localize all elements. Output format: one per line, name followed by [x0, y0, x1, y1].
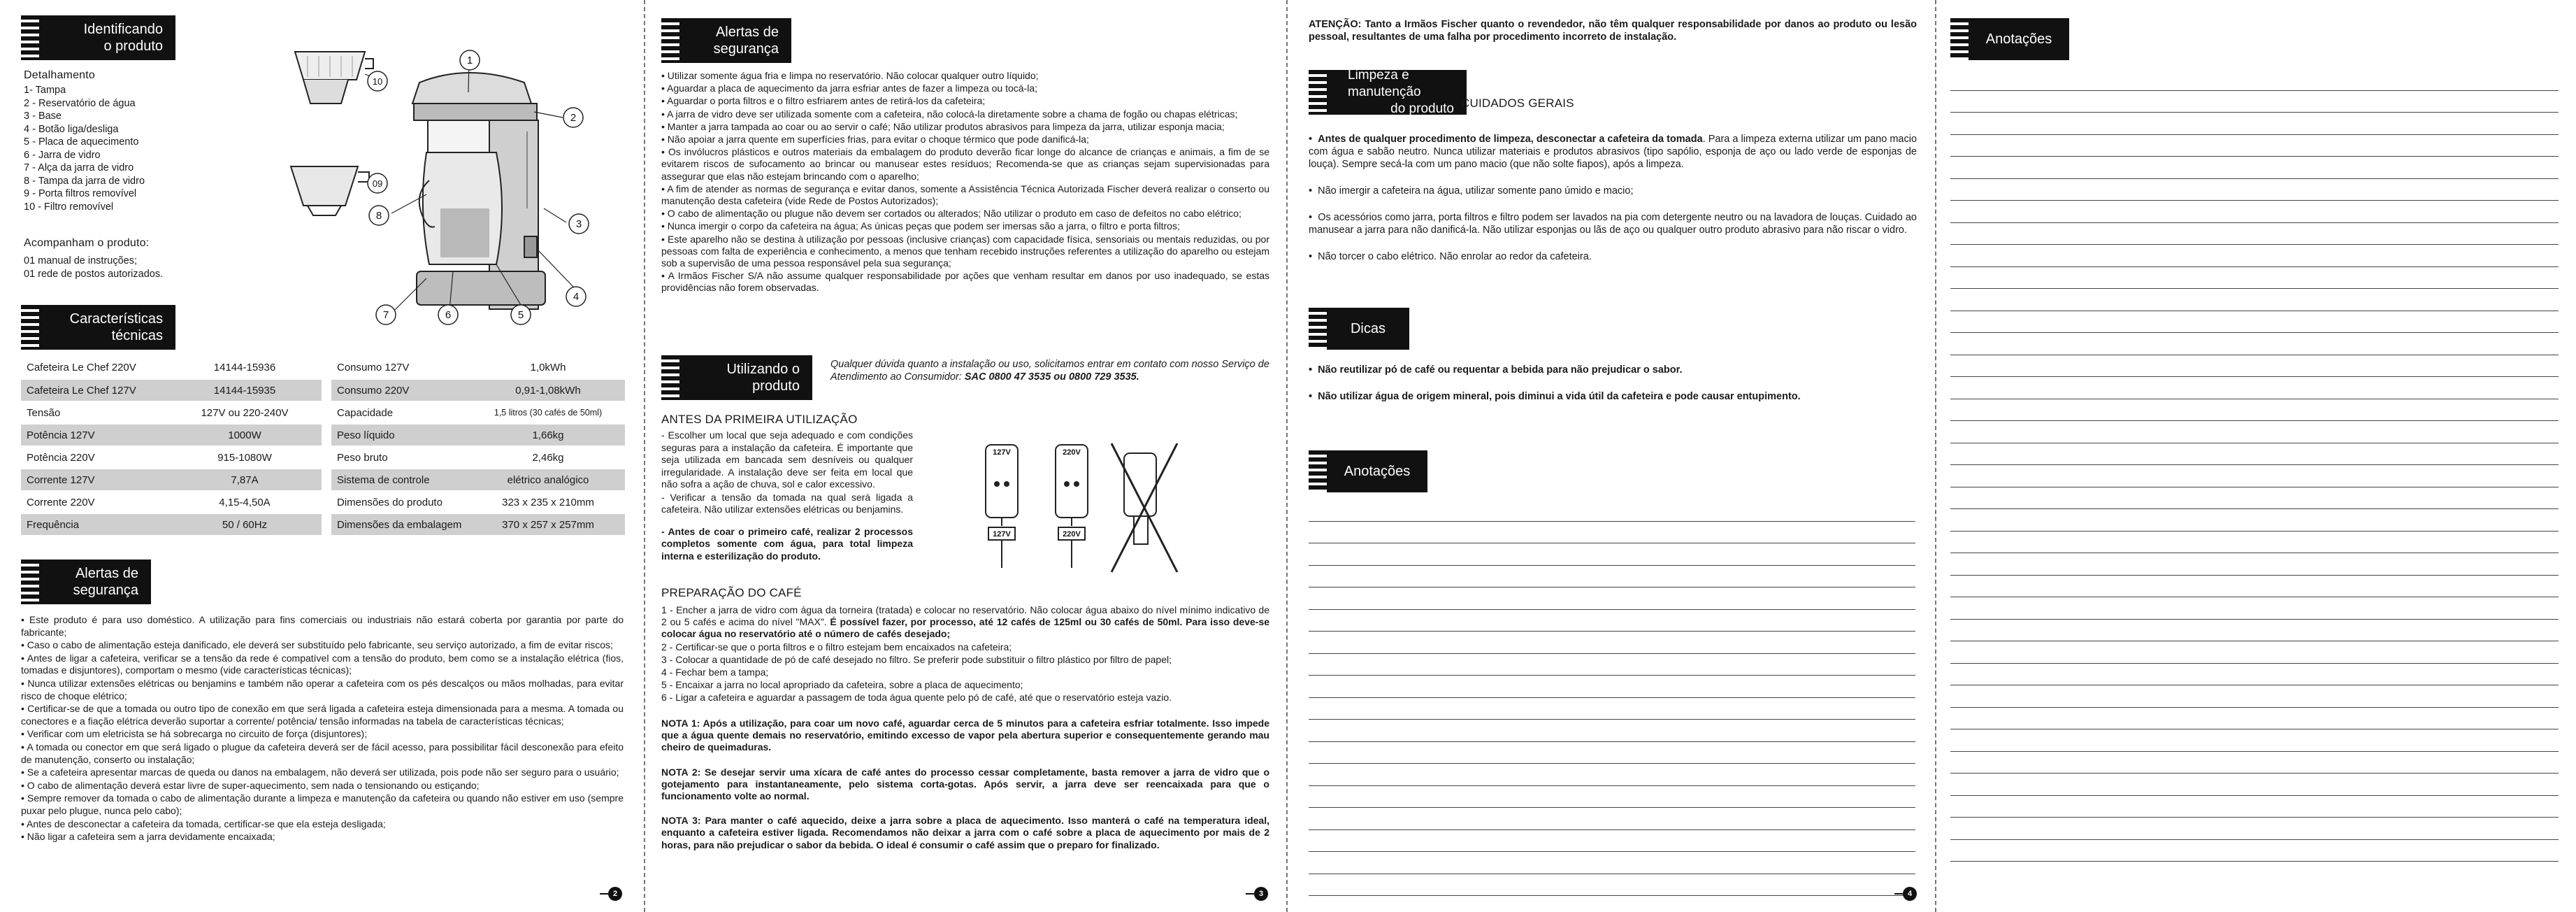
prep-step: 2 - Certificar-se que o porta filtros e o filtro estejam bem encaixados na cafeteira;: [661, 641, 1012, 653]
header-line: Dicas: [1350, 321, 1386, 336]
table-row: [331, 491, 625, 513]
notes: [661, 718, 1269, 852]
using-note-text: Qualquer dúvida quanto a instalação ou uso, solicitamos entrar em contato com nosso Serviço de Atendimento ao Consumidor:: [830, 359, 1269, 383]
alert-item: • Nunca utilizar extensões elétricas ou benjamins e também não operar a cafeteira com os pés descalços ou mãos molhadas, para evitar risco de choque elétrico;: [21, 677, 624, 701]
spec-value: 14144-15935: [168, 379, 322, 401]
prep-step: 3 - Colocar a quantidade de pó de café desejado no filtro. Se preferir pode substituir o filtro plástico por filtro de papel;: [661, 653, 1172, 665]
accomp-item: 01 rede de postos autorizados.: [24, 268, 164, 280]
header-line: do produto: [1390, 101, 1454, 116]
spec-label: Frequência: [21, 513, 168, 536]
part-item: 5 - Placa de aquecimento: [24, 136, 139, 148]
spec-label: Corrente 127V: [21, 469, 168, 491]
specs-table-right: [331, 357, 625, 536]
tip-item: Não reutilizar pó de café ou requentar a bebida para não prejudicar o sabor.: [1318, 364, 1683, 376]
header-line: Alertas de: [715, 24, 779, 40]
alert-item: • Se a cafeteira apresentar marcas de queda ou danos na embalagem, não deverá ser utilizada, pois pode não ser seguro para o usuário;: [21, 767, 619, 778]
spec-value: 915-1080W: [168, 446, 322, 469]
part-item: 9 - Porta filtros removível: [24, 188, 137, 199]
alert-item: • Verificar com um eletricista se há sobrecarga no circuito de força (disjuntores);: [21, 728, 368, 740]
prep-step: 5 - Encaixar a jarra no local apropriado da cafeteira, sobre a placa de aquecimento;: [661, 679, 1023, 691]
alert-item: • Este aparelho não se destina à utilização por pessoas (inclusive crianças) com capacidade física, sensoriais ou mentais reduzidas, ou por pessoas com falta de experiência e conhecimento, a menos que tenham recebido instruções referentes a utilização do aparelho ou estejam sob a supervisão de uma pessoa responsável pela sua segurança;: [661, 233, 1269, 269]
page-divider: [644, 0, 645, 912]
spec-label: Corrente 220V: [21, 491, 168, 513]
page-number: 4: [1903, 887, 1917, 901]
section-header-using: [661, 355, 812, 400]
section-header-tips: [1309, 308, 1409, 350]
prep-step: 1 - Encher a jarra de vidro com água da torneira (tratada) e colocar no reservatório. Não colocar água abaixo do nível mínimo indicativo de 2 ou 5 cafés e acima do nível "MAX".: [661, 604, 1269, 628]
plug-voltage-illustration: [979, 439, 1181, 579]
callout-label: 09: [372, 178, 383, 189]
cleaning-item: Não imergir a cafeteira na água, utilizar somente pano úmido e macio;: [1318, 185, 1634, 197]
table-row: [21, 357, 322, 379]
alerts-list: [21, 614, 624, 844]
page-number: 2: [608, 887, 622, 901]
page-5: [1941, 0, 2576, 912]
table-row: [331, 401, 625, 424]
table-row: [21, 424, 322, 446]
cleaning-item: . Para a limpeza externa utilizar um pano macio com água e sabão neutro. Nunca utilizar materiais e produtos abrasivos (tipo sapólio, esponja de aço ou lado verde de esponjas de louça). Sempre secá-la com um pano macio (que não solte fiapos), após a limpeza.: [1309, 134, 1917, 170]
page-3: [647, 0, 1283, 912]
cleaning-item: Não torcer o cabo elétrico. Não enrolar ao redor da cafeteira.: [1318, 251, 1592, 262]
warning-text: ATENÇÃO: Tanto a Irmãos Fischer quanto o revendedor, não têm qualquer responsabilidade por danos ao produto ou lesão pessoal, resultantes de uma falha por procedimento incorreto de instalação.: [1309, 19, 1917, 43]
spec-label: Peso líquido: [331, 424, 471, 446]
spec-label: Peso bruto: [331, 446, 471, 469]
part-item: 8 - Tampa da jarra de vidro: [24, 175, 145, 187]
before-title: ANTES DA PRIMEIRA UTILIZAÇÃO: [661, 413, 858, 426]
header-line: Anotações: [1344, 464, 1411, 479]
alert-item: • A jarra de vidro deve ser utilizada somente com a cafeteira, não colocá-la diretamente sobre a chama de fogão ou chapas elétricas;: [661, 108, 1238, 120]
spec-value: 4,15-4,50A: [168, 491, 322, 513]
table-row: [331, 379, 625, 401]
sac-phone: SAC 0800 47 3535 ou 0800 729 3535.: [964, 371, 1139, 383]
before-text: [661, 429, 913, 563]
header-line: o produto: [103, 38, 163, 54]
tip-item: Não utilizar água de origem mineral, pois diminui a vida útil da cafeteira e pode causar entupimento.: [1318, 391, 1801, 402]
spec-label: Dimensões do produto: [331, 491, 471, 513]
callout-label: 8: [375, 210, 382, 222]
spec-label: Consumo 220V: [331, 379, 471, 401]
spec-value: 14144-15936: [168, 357, 322, 379]
header-line: Alertas de: [75, 566, 138, 581]
part-item: 7 - Alça da jarra de vidro: [24, 162, 134, 173]
part-item: 6 - Jarra de vidro: [24, 149, 101, 161]
callout-label: 6: [445, 309, 452, 321]
page-number: 3: [1254, 887, 1268, 901]
alert-item: • A fim de atender as normas de segurança e evitar danos, somente a Assistência Técnica Autorizada Fischer deverá realizar o conserto ou manutenção desta cafeteira (vide Rede de Postos Autorizados);: [661, 183, 1269, 207]
part-item: 4 - Botão liga/desliga: [24, 123, 119, 135]
alert-item: • Antes de ligar a cafeteira, verificar se a tensão da rede é compatível com a tensão do produto, bem como se a instalação elétrica (fios, tomadas e disjuntores), comportam o mesmo (vide características técnicas);: [21, 652, 624, 676]
table-row: [21, 379, 322, 401]
callout-label: 7: [382, 309, 389, 321]
callout-label: 3: [575, 218, 582, 230]
prep-step-bold: É possível fazer, por processo, até 12 cafés de 125ml ou 30 cafés de 50ml. Para isso deve-se colocar água no reservatório até o número de cafés desejado;: [661, 616, 1270, 640]
alert-item: • Utilizar somente água fria e limpa no reservatório. Não colocar qualquer outro líquido;: [661, 70, 1039, 81]
spec-label: Potência 127V: [21, 424, 168, 446]
table-row: [331, 513, 625, 536]
callout-label: 5: [517, 309, 524, 321]
spec-value: 1,5 litros (30 cafés de 50ml): [471, 401, 625, 424]
spec-label: Consumo 127V: [331, 357, 471, 379]
table-row: [331, 469, 625, 491]
note-item: NOTA 1: Após a utilização, para coar um novo café, aguardar cerca de 5 minutos para a cafeteira esfriar totalmente. Isso impede que a água quente demais no reservatório, emitindo excesso de vapor pela abertura superior e consequentemente gerando mau cheiro de queimaduras.: [661, 718, 1269, 753]
tips-list: • Não reutilizar pó de café ou requentar a bebida para não prejudicar o sabor. • Não utilizar água de origem mineral, pois diminui a vida útil da cafeteira e pode causar entupimento.: [1309, 364, 1801, 402]
accomp-list: [24, 255, 233, 280]
alert-item: • O cabo de alimentação ou plugue não devem ser cortados ou alterados; Não utilizar o produto em caso de defeitos no cabo elétrico;: [661, 208, 1242, 220]
section-header-alerts: [21, 560, 151, 604]
before-item: - Escolher um local que seja adequado e com condições seguras para a instalação da cafeteira. É importante que seja utilizada em bancada sem desníveis ou qualquer irregularidade. A instalação deve ser feita em local que não sofra a ação de chuva, sol e calor excessivo.: [661, 429, 913, 490]
spec-value: 7,87A: [168, 469, 322, 491]
header-line: produto: [752, 378, 800, 394]
alert-item: • Os invólucros plásticos e outros materiais da embalagem do produto deverão ficar longe do alcance de crianças e animais, a fim de se evitarem riscos de sufocamento ao brincar ou manusear estes resíduos; Recomenda-se que as crianças sejam supervisionadas para assegurar que elas não estejam brincando com o aparelho;: [661, 146, 1269, 182]
header-line: Utilizando o: [726, 362, 800, 377]
alert-item: • Não apoiar a jarra quente em superfícies frias, para evitar o choque térmico que pode danificá-la;: [661, 134, 1089, 145]
spec-value: 2,46kg: [471, 446, 625, 469]
spec-value: elétrico analógico: [471, 469, 625, 491]
spec-value: 323 x 235 x 210mm: [471, 491, 625, 513]
note-item: NOTA 2: Se desejar servir uma xícara de café antes do processo cessar completamente, basta remover a jarra de vidro que o gotejamento para instantaneamente, pelo sistema corta-gotas. Após servir, a jarra deve ser reencaixada para que o funcionamento volte ao normal.: [661, 766, 1269, 802]
alert-item: • Nunca imergir o corpo da cafeteira na água; As únicas peças que podem ser imersas são a jarra, o filtro e porta filtros;: [661, 220, 1180, 232]
page-2: [0, 0, 643, 912]
alert-item: • Aguardar a placa de aquecimento da jarra esfriar antes de fazer a limpeza ou tocá-la;: [661, 83, 1037, 94]
plug-voltage-label: 127V: [993, 448, 1011, 457]
alert-item: • Caso o cabo de alimentação esteja danificado, ele deverá ser substituído pelo fabricante, seu serviço autorizado, a fim de evitar riscos;: [21, 639, 613, 651]
header-line: Anotações: [1985, 31, 2052, 47]
spec-value: 1,0kWh: [471, 357, 625, 379]
section-header-alerts: [661, 18, 791, 63]
section-header-notes: [1309, 450, 1427, 492]
spec-value: 370 x 257 x 257mm: [471, 513, 625, 536]
page-divider: [1286, 0, 1288, 912]
callout-label: 2: [570, 112, 577, 124]
accomp-title: Acompanham o produto:: [24, 237, 150, 249]
coffee-maker-diagram: [280, 41, 601, 334]
part-item: 1- Tampa: [24, 85, 66, 96]
spec-label: Tensão: [21, 401, 168, 424]
spec-value: 1000W: [168, 424, 322, 446]
table-row: [21, 446, 322, 469]
before-item: - Verificar a tensão da tomada na qual será ligada a cafeteira. Não utilizar extensões elétricas ou benjamins.: [661, 491, 913, 515]
spec-value: 0,91-1,08kWh: [471, 379, 625, 401]
header-line: técnicas: [111, 328, 163, 343]
section-header-specs: [21, 305, 175, 350]
alert-item: • A Irmãos Fischer S/A não assume qualquer responsabilidade por ações que venham resultar em danos por uso inadequado, se estas providências não forem observadas.: [661, 270, 1269, 294]
prep-step: 4 - Fechar bem a tampa;: [661, 667, 769, 678]
alert-item: • Antes de desconectar a cafeteira da tomada, certificar-se que ela esteja desligada;: [21, 818, 386, 829]
alert-item: • Aguardar o porta filtros e o filtro esfriarem antes de retirá-los da cafeteira;: [661, 95, 986, 107]
alert-item: • Não ligar a cafeteira sem a jarra devidamente encaixada;: [21, 831, 275, 843]
spec-value: 1,66kg: [471, 424, 625, 446]
alert-item: • Certificar-se de que a tomada ou outro tipo de conexão em que será ligada a cafeteira esteja dimensionada para a mesma. A tomada ou conectores e a fiação elétrica deverão suportar a corrente/ potência/ tensão informadas na tabela de características técnicas;: [21, 703, 624, 727]
table-row: [331, 424, 625, 446]
cleaning-item-bold: Antes de qualquer procedimento de limpeza, desconectar a cafeteira da tomada: [1318, 134, 1703, 145]
spec-label: Sistema de controle: [331, 469, 471, 491]
cleaning-list: • Antes de qualquer procedimento de limpeza, desconectar a cafeteira da tomada. Para a limpeza externa utilizar um pano macio com água e sabão neutro. Nunca utilizar materiais e produtos abrasivos (tipo sapólio, esponja de aço ou lado verde de esponjas de louça). Sempre secá-la com um pano macio (que não solte fiapos), após a limpeza. • Não imergir a cafeteira na água, utilizar somente pano úmido e macio; • Os acessórios como jarra, porta filtros e filtro podem ser lavados na pia com detergente neutro ou na lavadora de louças. Cuidado ao manusear a jarra para não danificá-la. Não utilizar esponjas ou lãs de aço ou qualquer outro produto abrasivo para não riscar o vidro. • Não torcer o cabo elétrico. Não enrolar ao redor da cafeteira.: [1309, 134, 1917, 262]
alert-item: • Manter a jarra tampada ao coar ou ao servir o café; Não utilizar produtos abrasivos para limpeza da jarra, utilizar esponja macia;: [661, 120, 1225, 132]
spec-label: Cafeteira Le Chef 127V: [21, 379, 168, 401]
parts-list: [24, 84, 233, 213]
part-item: 3 - Base: [24, 111, 62, 122]
accomp-item: 01 manual de instruções;: [24, 255, 138, 266]
alerts-list: [661, 70, 1269, 295]
table-row: [21, 491, 322, 513]
using-note: [830, 358, 1271, 383]
header-line: Identificando: [83, 22, 163, 37]
section-header-notes: [1950, 18, 2069, 60]
cleaning-item: Os acessórios como jarra, porta filtros e filtro podem ser lavados na pia com detergente neutro ou na lavadora de louças. Cuidado ao manusear a jarra para não danificá-la. Não utilizar esponjas ou lãs de aço ou qualquer outro produto abrasivo para não riscar o vidro.: [1309, 212, 1917, 236]
callout-label: 10: [372, 76, 383, 87]
header-line: Características: [69, 311, 163, 327]
before-bold: - Antes de coar o primeiro café, realizar 2 processos completos somente com água, para total limpeza interna e esterilização do produto.: [661, 525, 913, 562]
table-row: [21, 513, 322, 536]
notes-lines: [1309, 499, 1915, 896]
alert-item: • Sempre remover da tomada o cabo de alimentação durante a limpeza e manutenção da cafeteira ou quando não estiver em uso (sempre puxar pelo plugue, nunca pelo cabo);: [21, 792, 624, 816]
note-item: NOTA 3: Para manter o café aquecido, deixe a jarra sobre a placa de aquecimento. Isso manterá o café na temperatura ideal, enquanto a cafeteira estiver ligada. Recomendamos não deixar a jarra com o café sobre a placa de aquecimento por mais de 2 horas, para não prejudicar o sabor da bebida. O ideal é consumir o café assim que o preparo for finalizado.: [661, 815, 1269, 850]
spec-value: 127V ou 220-240V: [168, 401, 322, 424]
alert-item: • A tomada ou conector em que será ligado o plugue da cafeteira deverá ser de fácil acesso, para possibilitar fácil desconexão para efeito de manutenção, conserto ou instalação;: [21, 741, 624, 765]
callout-label: 1: [466, 55, 473, 66]
notes-lines: [1950, 69, 2559, 862]
callout-label: 4: [573, 291, 580, 303]
prep-title: PREPARAÇÃO DO CAFÉ: [661, 586, 802, 599]
prep-step: 6 - Ligar a cafeteira e aguardar a passagem de toda água quente pelo pó de café, até que o reservatório esteja vazio.: [661, 692, 1172, 704]
spec-label: Capacidade: [331, 401, 471, 424]
header-line: Limpeza e manutenção: [1348, 68, 1421, 99]
section-header-identify: [21, 15, 175, 60]
part-item: 10 - Filtro removível: [24, 201, 114, 213]
cleaning-subtitle: CUIDADOS GERAIS: [1461, 97, 1574, 110]
plug-voltage-label: 220V: [1063, 530, 1081, 539]
plug-voltage-label: 220V: [1063, 448, 1081, 457]
prep-steps: [661, 604, 1269, 705]
part-item: 2 - Reservatório de água: [24, 97, 136, 109]
table-row: [21, 469, 322, 491]
header-line: segurança: [713, 41, 779, 57]
page-4: [1290, 0, 1934, 912]
table-row: [21, 401, 322, 424]
table-row: [331, 357, 625, 379]
table-row: [331, 446, 625, 469]
spec-value: 50 / 60Hz: [168, 513, 322, 536]
header-line: segurança: [73, 583, 138, 598]
alert-item: • Este produto é para uso doméstico. A utilização para fins comerciais ou industriais não estará coberta por garantia por parte do fabricante;: [21, 614, 624, 638]
alert-item: • O cabo de alimentação deverá estar livre de super-aquecimento, sem nada o tensionando ou estiçando;: [21, 779, 480, 791]
section-header-cleaning: [1309, 70, 1467, 115]
page-divider: [1935, 0, 1936, 912]
specs-table-left: [21, 357, 322, 536]
spec-label: Dimensões da embalagem: [331, 513, 471, 536]
detail-title: Detalhamento: [24, 69, 96, 81]
spec-label: Potência 220V: [21, 446, 168, 469]
spec-label: Cafeteira Le Chef 220V: [21, 357, 168, 379]
plug-voltage-label: 127V: [993, 530, 1011, 539]
